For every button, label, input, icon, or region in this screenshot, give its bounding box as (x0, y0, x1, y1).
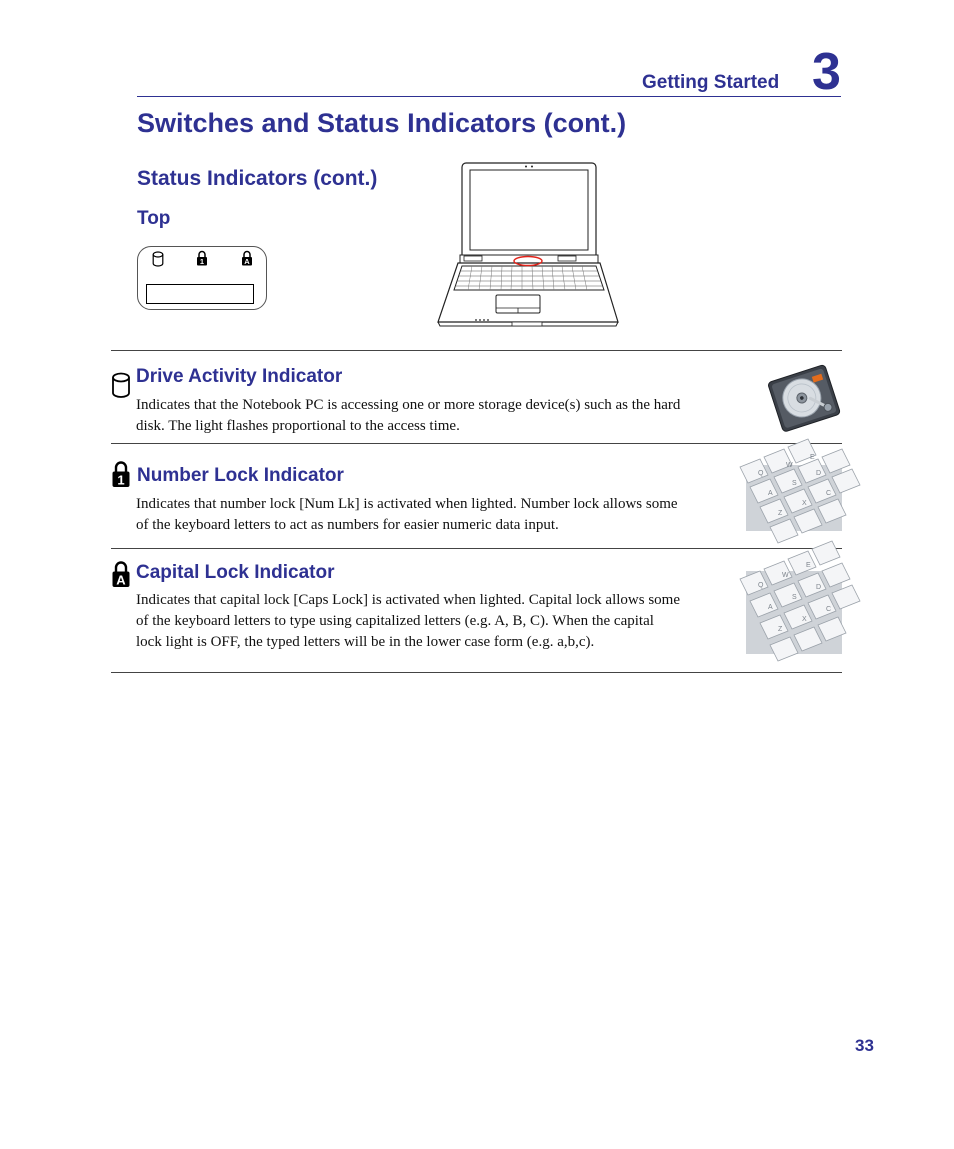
page-number: 33 (855, 1036, 874, 1055)
notebook-illustration (436, 162, 622, 328)
section-divider (111, 672, 842, 673)
svg-text:A: A (768, 490, 773, 497)
header-divider (137, 96, 841, 97)
description-line: disk. The light flashes proportional to the access time. (136, 418, 460, 434)
number-lock-description (136, 494, 744, 536)
svg-text:Q: Q (758, 470, 764, 477)
drive-activity-description (136, 395, 776, 437)
svg-text:C: C (826, 490, 832, 497)
svg-text:X: X (802, 616, 807, 623)
svg-text:A: A (116, 572, 126, 588)
capital-lock-icon (241, 250, 253, 266)
description-line: Indicates that the Notebook PC is accessing one or more storage device(s) such as the hard (136, 397, 681, 413)
subsection-title: Top (137, 208, 171, 229)
svg-text:Z: Z (778, 626, 783, 633)
section-divider (111, 443, 842, 444)
description-line: lock light is OFF, the typed letters will be in the lower case form (e.g. a,b,c). (136, 634, 595, 650)
capital-lock-icon (111, 560, 131, 588)
chapter-label: Getting Started (642, 72, 780, 93)
page-title: Switches and Status Indicators (cont.) (137, 108, 627, 138)
svg-text:X: X (802, 500, 807, 507)
number-lock-title: Number Lock Indicator (137, 465, 344, 486)
drive-icon (152, 251, 164, 267)
section-title: Status Indicators (cont.) (137, 167, 378, 190)
svg-text:D: D (816, 470, 822, 477)
svg-text:S: S (792, 480, 797, 487)
svg-text:Q: Q (758, 582, 764, 589)
svg-text:D: D (816, 584, 822, 591)
keyboard-photo (746, 454, 842, 531)
capital-lock-description (136, 590, 744, 653)
indicator-panel-slot (146, 284, 254, 304)
keyboard-photo (746, 562, 842, 654)
svg-text:E: E (810, 454, 815, 461)
capital-lock-title: Capital Lock Indicator (136, 562, 335, 583)
svg-text:E: E (806, 562, 811, 569)
drive-icon (111, 372, 131, 399)
svg-text:S: S (792, 594, 797, 601)
section-divider (111, 548, 842, 549)
description-line: Indicates that number lock [Num Lk] is activated when lighted. Number lock allows some (136, 496, 678, 512)
description-line: Indicates that capital lock [Caps Lock] is activated when lighted. Capital lock allows some (136, 592, 681, 608)
drive-activity-title: Drive Activity Indicator (136, 366, 343, 387)
svg-text:A: A (768, 604, 773, 611)
svg-text:W: W (786, 462, 793, 469)
section-divider (111, 350, 842, 351)
svg-text:Z: Z (778, 510, 783, 517)
description-line: of the keyboard letters to act as numbers for easier numeric data input. (136, 517, 559, 533)
svg-text:1: 1 (117, 472, 125, 488)
svg-text:W: W (782, 572, 789, 579)
hard-disk-photo (766, 362, 844, 434)
chapter-number: 3 (812, 43, 841, 101)
description-line: of the keyboard letters to type using capitalized letters (e.g. A, B, C). When the capital (136, 613, 654, 629)
svg-text:1: 1 (199, 257, 205, 267)
svg-text:A: A (244, 257, 250, 267)
number-lock-icon (196, 250, 208, 266)
number-lock-icon (111, 460, 131, 488)
svg-text:C: C (826, 606, 832, 613)
